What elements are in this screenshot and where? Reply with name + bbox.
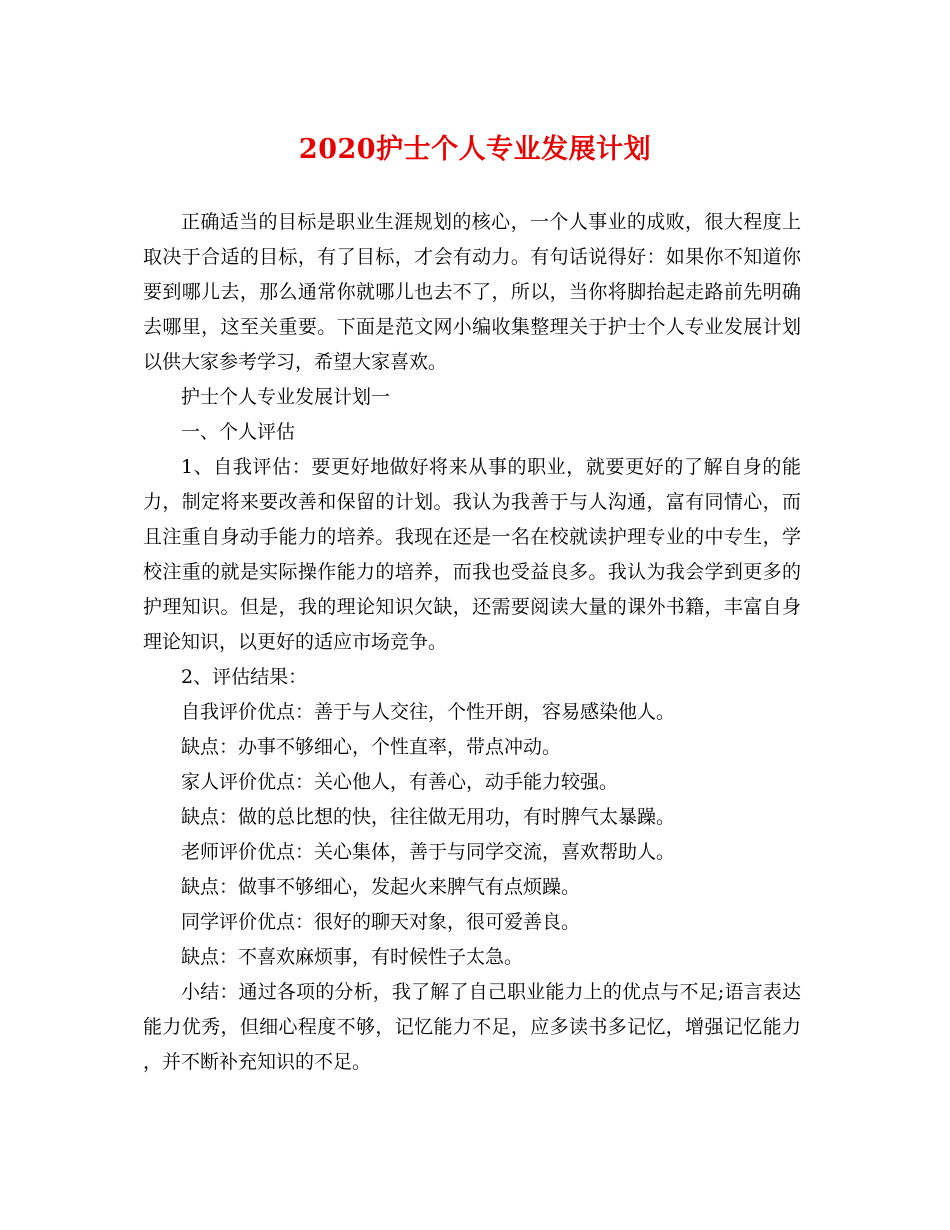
paragraph-teacher-strengths: 老师评价优点：关心集体，善于与同学交流，喜欢帮助人。 [181,841,676,863]
paragraph-family-weaknesses: 缺点：做的总比想的快，往往做无用功，有时脾气太暴躁。 [181,806,676,828]
paragraph-teacher-weaknesses: 缺点：做事不够细心，发起火来脾气有点烦躁。 [181,876,581,898]
paragraph-classmate-weaknesses: 缺点：不喜欢麻烦事，有时候性子太急。 [181,946,524,968]
paragraph-self-assessment: 1、自我评估：要更好地做好将来从事的职业，就要更好的了解自身的能力，制定将来要改善和保留的计划。我认为我善于与人沟通，富有同情心，而且注重自身动手能力的培养。我现在还是一名在校就读护理专业的中专生，学校注重的就是实际操作能力的培养，而我也受益良多。我认为我会学到更多的护理知识。但是，我的理论知识欠缺，还需要阅读大量的课外书籍，丰富自身理论知识，以更好的适应市场竞争。 [143,456,801,653]
paragraph-self-weaknesses: 缺点：办事不够细心，个性直率，带点冲动。 [181,736,562,758]
paragraph-results-heading: 2、评估结果： [181,666,308,688]
paragraph-plan-heading: 护士个人专业发展计划一 [181,386,391,408]
paragraph-intro: 正确适当的目标是职业生涯规划的核心，一个人事业的成败，很大程度上取决于合适的目标，有了目标，才会有动力。有句话说得好：如果你不知道你要到哪儿去，那么通常你就哪儿也去不了，所以，当你将脚抬起走路前先明确去哪里，这至关重要。下面是范文网小编收集整理关于护士个人专业发展计划以供大家参考学习，希望大家喜欢。 [143,211,801,373]
paragraph-self-strengths: 自我评价优点：善于与人交往，个性开朗，容易感染他人。 [181,701,676,723]
paragraph-classmate-strengths: 同学评价优点：很好的聊天对象，很可爱善良。 [181,911,581,933]
paragraph-summary: 小结：通过各项的分析，我了解了自己职业能力上的优点与不足;语言表达能力优秀，但细心程度不够，记忆能力不足，应多读书多记忆，增强记忆能力，并不断补充知识的不足。 [143,981,801,1073]
page-title: 2020护士个人专业发展计划 [298,134,652,165]
document-body [143,205,801,1080]
paragraph-family-strengths: 家人评价优点：关心他人，有善心，动手能力较强。 [181,771,619,793]
paragraph-section-heading: 一、个人评估 [181,421,296,443]
